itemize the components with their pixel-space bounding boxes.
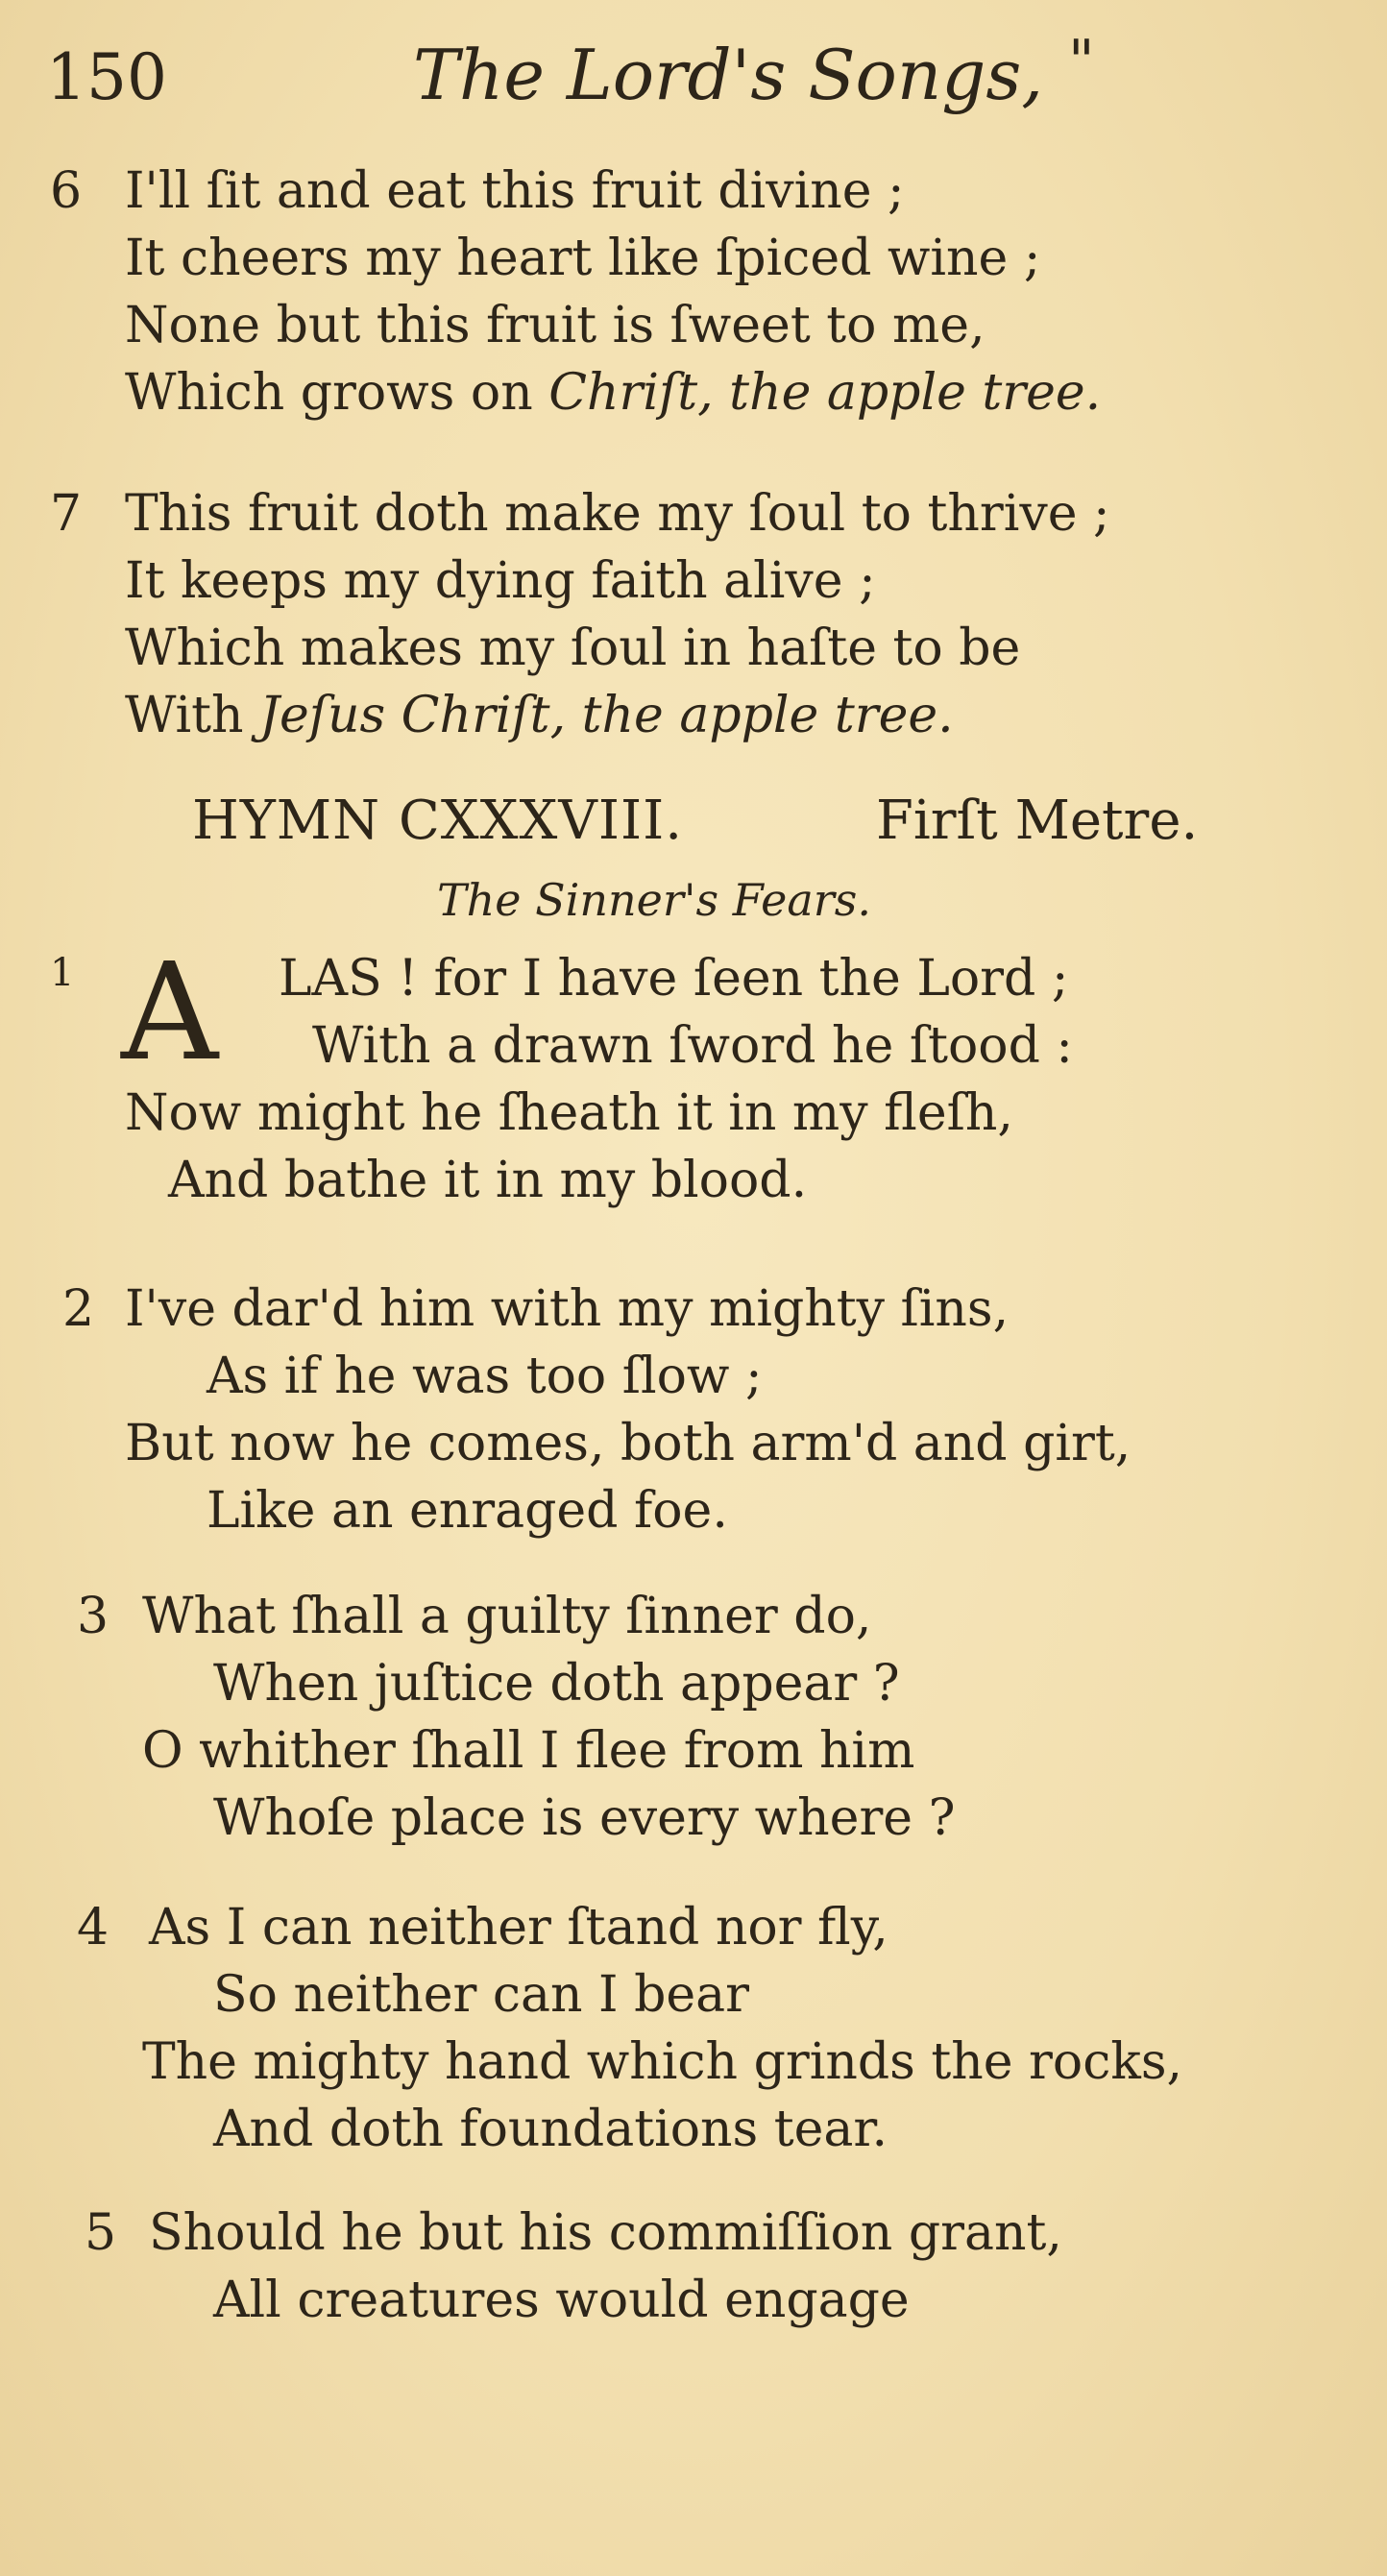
stanza-number: 2: [62, 1280, 95, 1338]
verse-line: Should he but his commiſſion grant,: [149, 2204, 1062, 2262]
hymn-subtitle: The Sinner's Fears.: [437, 874, 871, 926]
verse-line: It keeps my dying faith alive ;: [125, 552, 876, 610]
verse-italic: Chriſt, the apple tree.: [548, 364, 1102, 422]
verse-line: It cheers my heart like ſpiced wine ;: [125, 230, 1041, 287]
stanza-number: 6: [50, 162, 83, 220]
verse-line: LAS ! for I have ſeen the Lord ;: [279, 950, 1069, 1008]
verse-line: So neither can I bear: [213, 1966, 750, 2024]
verse-text: Which grows on: [125, 364, 549, 422]
page-number: 150: [46, 40, 167, 114]
stanza-number: 5: [85, 2204, 117, 2262]
verse-line: Now might he ſheath it in my fleſh,: [125, 1084, 1013, 1142]
drop-cap: A: [121, 935, 219, 1091]
stanza-number: 7: [50, 485, 83, 543]
verse-italic: Jeſus Chriſt, the apple tree.: [259, 687, 954, 744]
verse-line: And bathe it in my blood.: [168, 1152, 808, 1209]
verse-line: [125, 687, 954, 744]
verse-line: As I can neither ſtand nor fly,: [149, 1899, 888, 1956]
verse-line: Like an enraged foe.: [207, 1482, 728, 1540]
verse-line: With a drawn ſword he ſtood :: [312, 1017, 1073, 1075]
running-head: The Lord's Songs,: [413, 35, 1044, 115]
verse-text: With: [125, 687, 260, 744]
hymn-title: HYMN CXXXVIII.: [192, 790, 683, 852]
verse-line: O whither ſhall I flee from him: [142, 1722, 915, 1780]
verse-line: What ſhall a guilty ſinner do,: [142, 1588, 872, 1645]
stanza-number: 1: [50, 951, 75, 995]
verse-line: I'll ſit and eat this fruit divine ;: [125, 162, 905, 220]
verse-line: But now he comes, both arm'd and girt,: [125, 1415, 1132, 1472]
verse-line: As if he was too ſlow ;: [207, 1348, 763, 1405]
verse-line: I've dar'd him with my mighty ſins,: [125, 1280, 1010, 1338]
verse-line: When juſtice doth appear ?: [213, 1655, 900, 1713]
verse-line: [125, 364, 1102, 422]
verse-line: None but this fruit is ſweet to me,: [125, 297, 986, 354]
stanza-number: 4: [77, 1899, 110, 1956]
page-header: [0, 27, 1387, 133]
hymn-metre: Firſt Metre.: [876, 790, 1199, 852]
verse-line: Whoſe place is every where ?: [213, 1789, 956, 1847]
verse-line: This fruit doth make my ſoul to thrive ;: [125, 485, 1110, 543]
catchmark: ": [1068, 28, 1095, 95]
verse-line: And doth foundations tear.: [213, 2101, 888, 2158]
verse-line: Which makes my ſoul in haſte to be: [125, 620, 1021, 677]
verse-line: All creatures would engage: [213, 2272, 910, 2329]
verse-line: The mighty hand which grinds the rocks,: [142, 2033, 1183, 2091]
stanza-number: 3: [77, 1588, 110, 1645]
